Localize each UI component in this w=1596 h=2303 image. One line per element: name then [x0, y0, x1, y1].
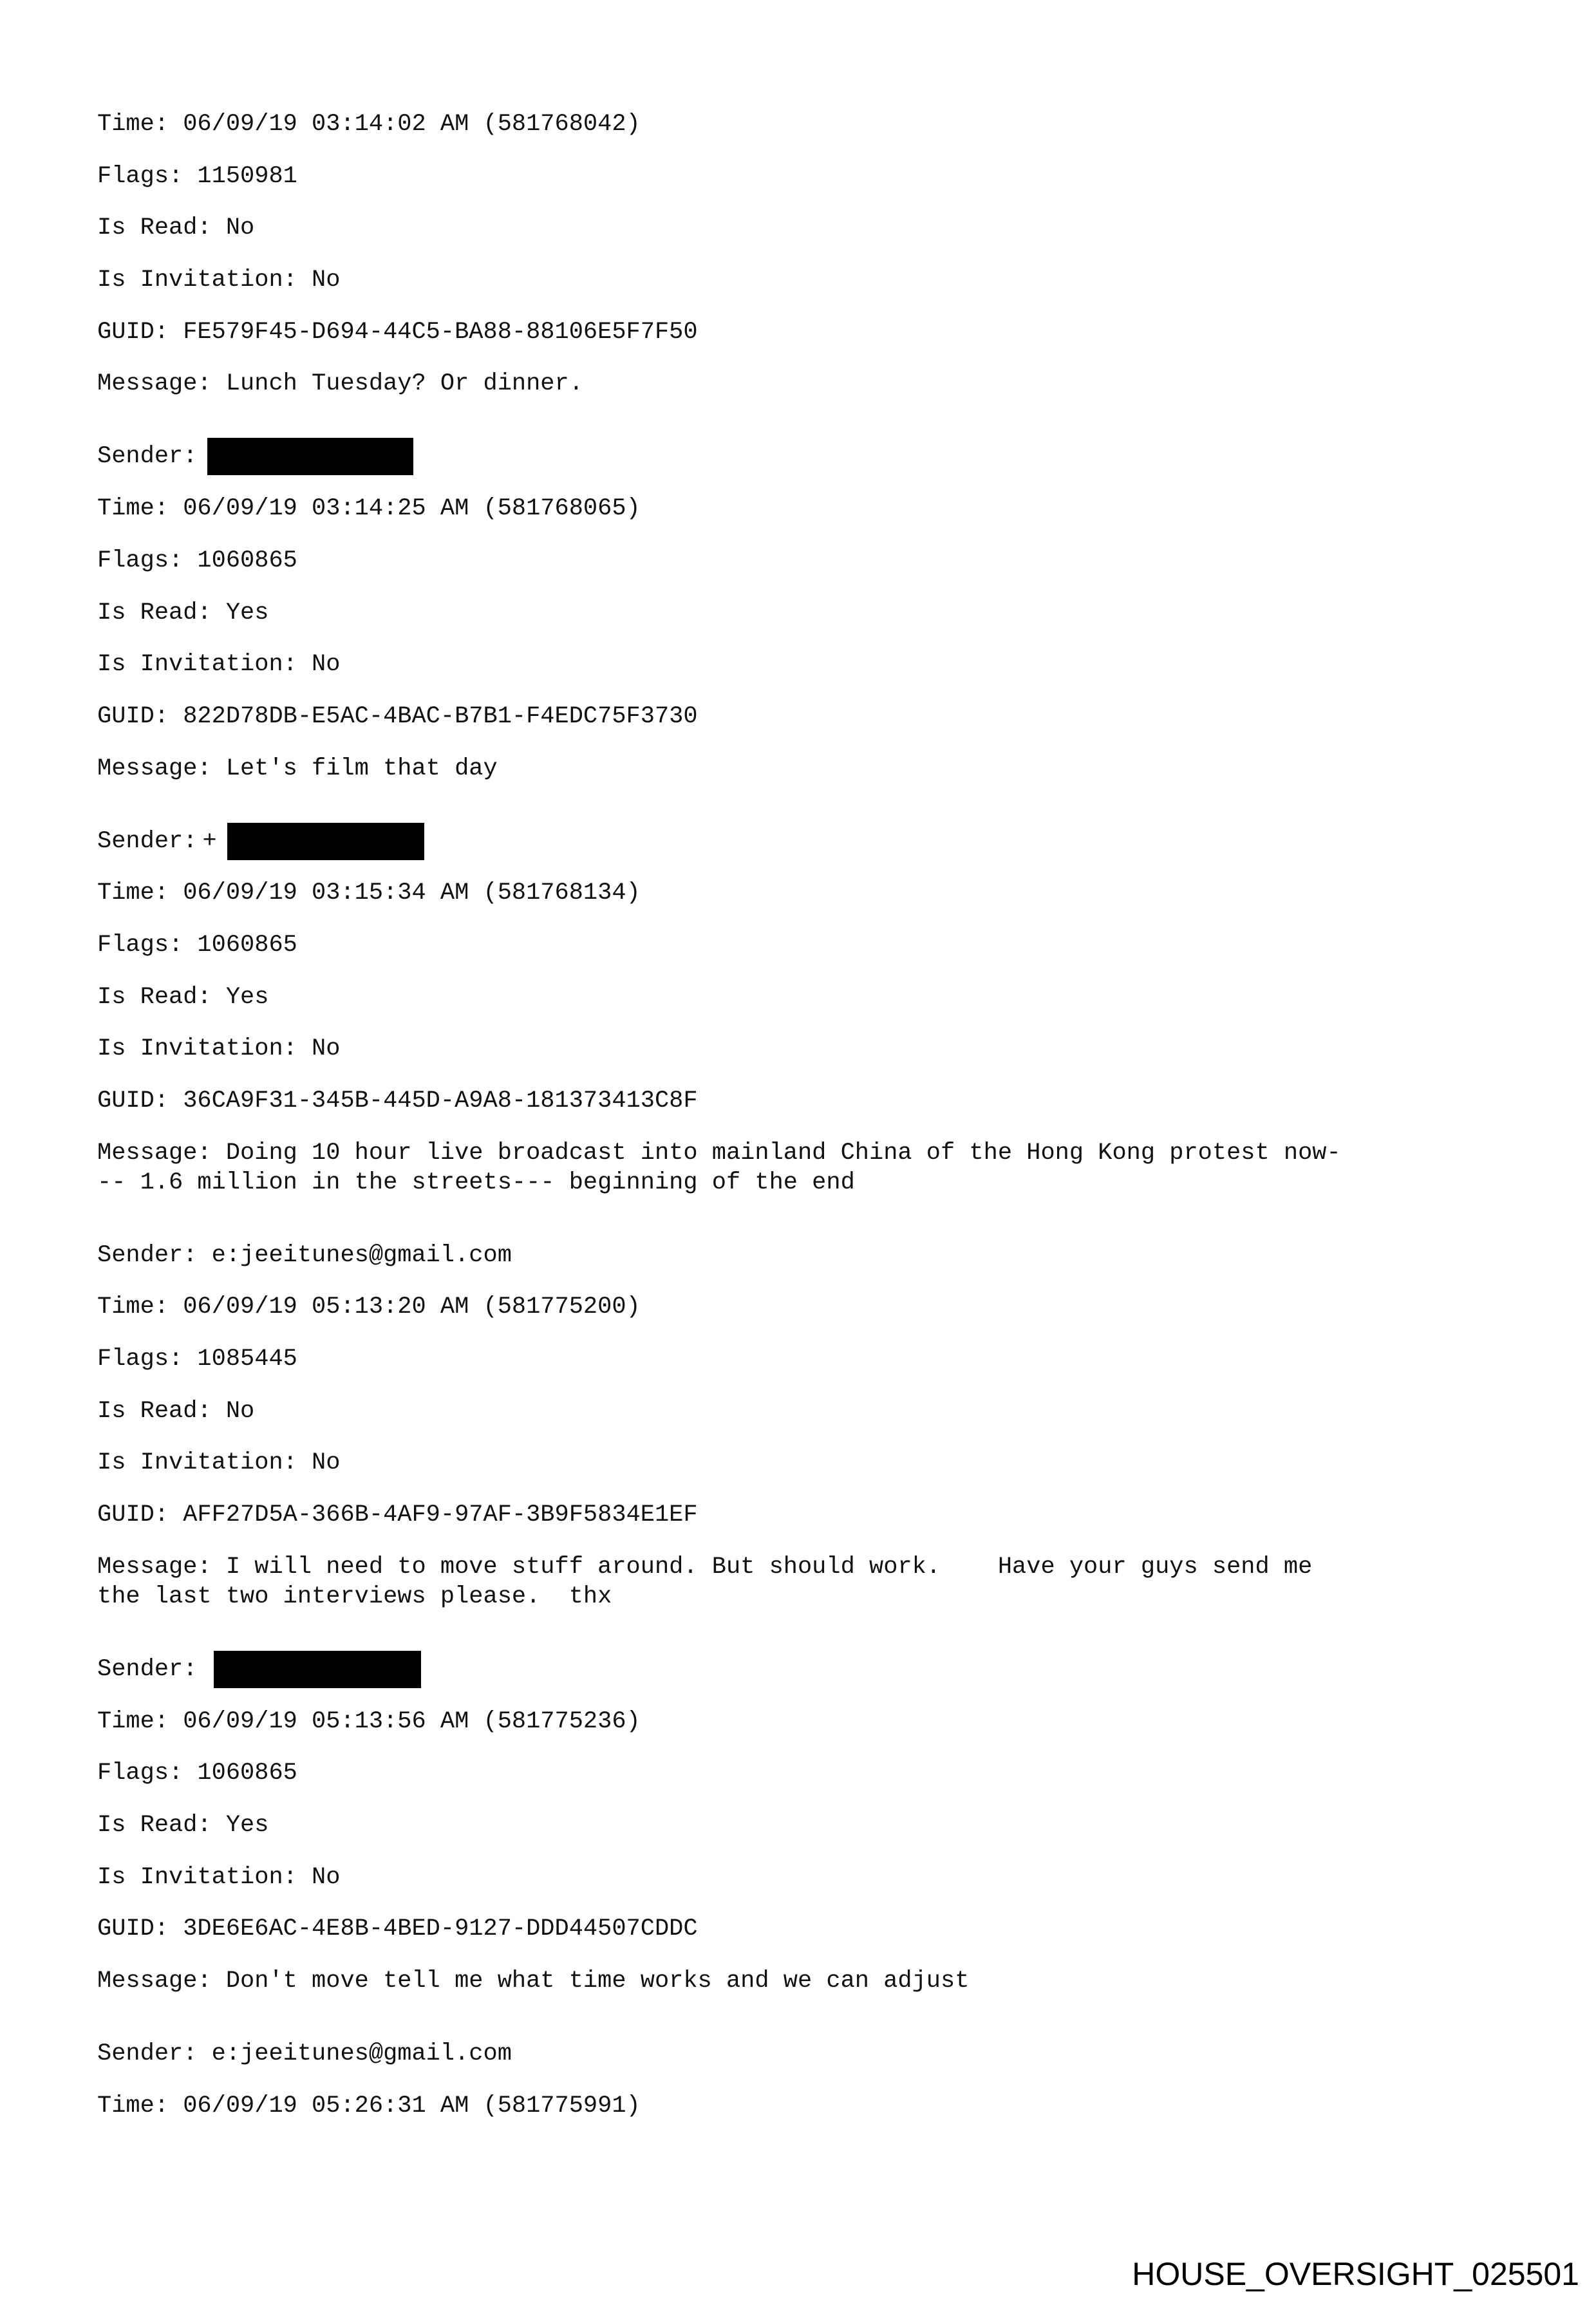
- flags-line: Flags: 1060865: [97, 1760, 297, 1787]
- is-invitation-line: Is Invitation: No: [97, 651, 341, 679]
- bates-number: HOUSE_OVERSIGHT_025501: [1132, 2256, 1579, 2292]
- sender-label: Sender:: [97, 827, 198, 855]
- flags-line: Flags: 1150981: [97, 162, 297, 190]
- sender-line: [97, 442, 1514, 471]
- is-read-line: Is Read: Yes: [97, 1811, 269, 1839]
- sender-label: Sender:: [97, 443, 198, 471]
- guid-line: GUID: FE579F45-D694-44C5-BA88-88106E5F7F50: [97, 318, 698, 346]
- sender-line: [97, 827, 1514, 856]
- time-line: Time: 06/09/19 03:15:34 AM (581768134): [97, 879, 641, 907]
- is-invitation-line: Is Invitation: No: [97, 1449, 341, 1477]
- sender-line: [97, 1655, 1514, 1684]
- sender-line: Sender: e:jeeitunes@gmail.com: [97, 1241, 512, 1269]
- is-read-line: Is Read: No: [97, 214, 255, 242]
- time-line: Time: 06/09/19 05:26:31 AM (581775991): [97, 2092, 641, 2120]
- message-line: Message: Lunch Tuesday? Or dinner.: [97, 370, 583, 398]
- sender-label: Sender:: [97, 1655, 198, 1683]
- message-log: [97, 109, 1514, 2143]
- guid-line: GUID: 3DE6E6AC-4E8B-4BED-9127-DDD44507CDDC: [97, 1915, 698, 1943]
- time-line: Time: 06/09/19 05:13:20 AM (581775200): [97, 1293, 641, 1321]
- message-line: Message: Don't move tell me what time works and we can adjust: [97, 1967, 970, 1995]
- sender-prefix: +: [202, 827, 217, 855]
- guid-line: GUID: AFF27D5A-366B-4AF9-97AF-3B9F5834E1EF: [97, 1501, 698, 1529]
- is-invitation-line: Is Invitation: No: [97, 1863, 341, 1891]
- sender-line: Sender: e:jeeitunes@gmail.com: [97, 2040, 512, 2067]
- is-read-line: Is Read: Yes: [97, 599, 269, 626]
- redaction-box: [214, 1651, 421, 1688]
- redaction-box: [207, 438, 413, 475]
- time-line: Time: 06/09/19 03:14:25 AM (581768065): [97, 495, 641, 523]
- redaction-box: [227, 823, 424, 860]
- guid-line: GUID: 822D78DB-E5AC-4BAC-B7B1-F4EDC75F3730: [97, 702, 698, 730]
- is-read-line: Is Read: No: [97, 1397, 255, 1425]
- guid-line: GUID: 36CA9F31-345B-445D-A9A8-181373413C8F: [97, 1087, 698, 1114]
- message-line: Message: Let's film that day: [97, 755, 498, 782]
- time-line: Time: 06/09/19 03:14:02 AM (581768042): [97, 111, 641, 138]
- is-invitation-line: Is Invitation: No: [97, 267, 341, 294]
- is-invitation-line: Is Invitation: No: [97, 1035, 341, 1063]
- flags-line: Flags: 1060865: [97, 931, 297, 959]
- time-line: Time: 06/09/19 05:13:56 AM (581775236): [97, 1707, 641, 1735]
- message-line: Message: Doing 10 hour live broadcast into mainland China of the Hong Kong protest now- -- 1.6 million in the streets--- beginning of the end: [97, 1139, 1341, 1196]
- message-line: Message: I will need to move stuff around. But should work. Have your guys send me the last two interviews please. thx: [97, 1553, 1313, 1610]
- is-read-line: Is Read: Yes: [97, 983, 269, 1011]
- flags-line: Flags: 1060865: [97, 547, 297, 574]
- flags-line: Flags: 1085445: [97, 1346, 297, 1373]
